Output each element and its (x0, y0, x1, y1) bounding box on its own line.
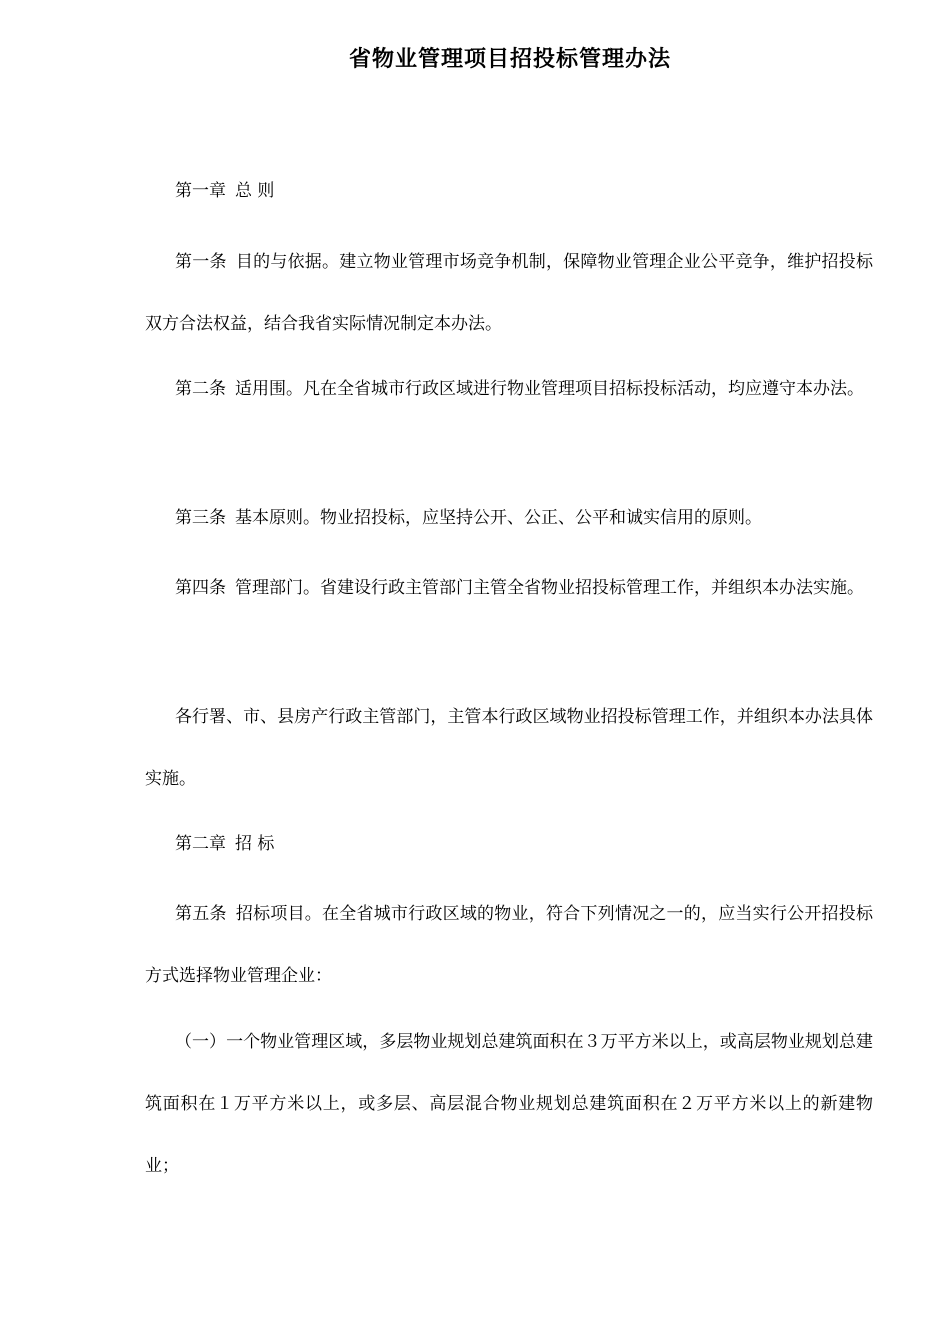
article-1-label: 第一条 (175, 252, 227, 272)
article-4 (145, 557, 873, 619)
article-4-text: 管理部门。省建设行政主管部门主管全省物业招投标管理工作，并组织本办法实施。 (235, 578, 864, 598)
chapter-1-label: 第一章 (175, 181, 226, 201)
chapter-1-name: 总 则 (235, 181, 275, 201)
document-title: 省物业管理项目招投标管理办法 (348, 46, 671, 72)
article-2 (145, 358, 873, 420)
article-5 (145, 883, 873, 1007)
article-3 (145, 487, 873, 549)
chapter-2-name: 招 标 (235, 834, 275, 854)
article-4-extra: 各行署、市、县房产行政主管部门，主管本行政区域物业招投标管理工作，并组织本办法具体实施。 (145, 707, 873, 789)
article-5-item-1: （一）一个物业管理区域，多层物业规划总建筑面积在３万平方米以上，或高层物业规划总建筑面积在１万平方米以上，或多层、高层混合物业规划总建筑面积在２万平方米以上的新建物业； (145, 1032, 873, 1176)
chapter-1-heading (145, 160, 873, 222)
article-2-text: 适用围。凡在全省城市行政区域进行物业管理项目招标投标活动，均应遵守本办法。 (235, 379, 864, 399)
article-4-label: 第四条 (175, 578, 226, 598)
article-5-text: 招标项目。在全省城市行政区域的物业，符合下列情况之一的，应当实行公开招投标方式选择物业管理企业： (145, 904, 874, 986)
article-3-text: 基本原则。物业招投标，应坚持公开、公正、公平和诚实信用的原则。 (235, 508, 762, 528)
chapter-2-label: 第二章 (175, 834, 226, 854)
article-2-label: 第二条 (175, 379, 226, 399)
article-1-text: 目的与依据。建立物业管理市场竞争机制，保障物业管理企业公平竞争，维护招投标双方合法权益，结合我省实际情况制定本办法。 (145, 252, 874, 334)
article-3-label: 第三条 (175, 508, 226, 528)
article-1 (145, 231, 873, 355)
article-5-label: 第五条 (175, 904, 227, 924)
chapter-2-heading (145, 813, 873, 875)
